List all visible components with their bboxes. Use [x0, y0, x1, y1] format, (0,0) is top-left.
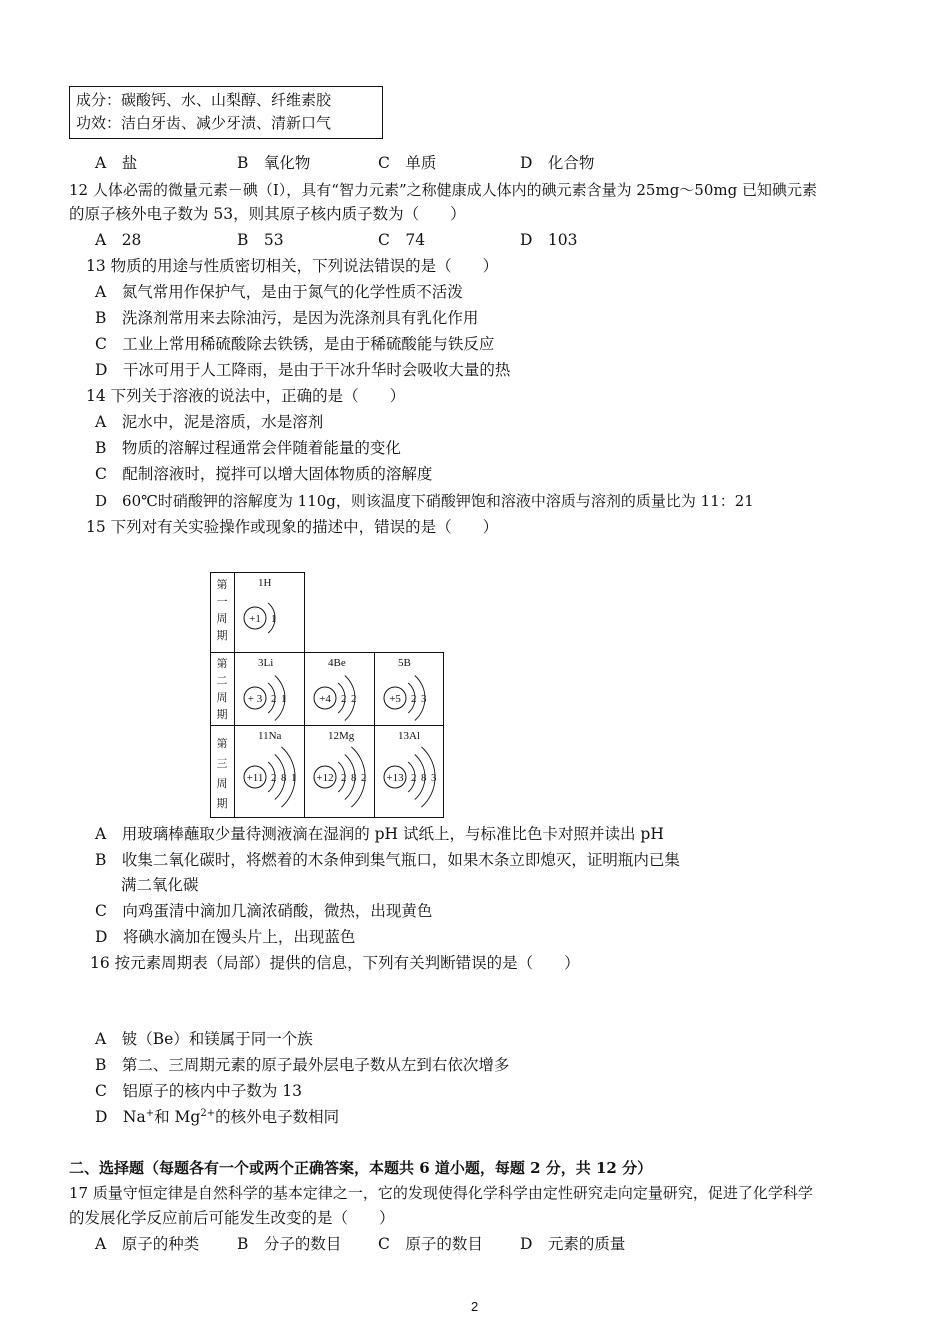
- q16-d-suffix: 的核外电子数相同: [215, 1108, 340, 1126]
- periodic-table-figure: [210, 572, 446, 822]
- q16-option-a: A 铍（Be）和镁属于同一个族: [95, 1030, 313, 1048]
- q12-stem-line1: 12 人体必需的微量元素－碘（I），具有“智力元素”之称健康成人体内的碘元素含量为 25mg～50mg 已知碘元素: [69, 181, 817, 199]
- ingredient-line: 成分：碳酸钙、水、山梨醇、纤维素胶: [76, 91, 332, 109]
- q14-option-a: A 泥水中，泥是溶质，水是溶剂: [95, 413, 324, 431]
- q17-option-b: B 分子的数目: [237, 1235, 342, 1253]
- shell-electron-count: 2: [411, 772, 417, 784]
- nucleus-charge: +12: [316, 772, 334, 784]
- element-symbol: 5B: [398, 657, 411, 669]
- shell-electron-count: 2: [351, 693, 357, 705]
- q15-option-c: C 向鸡蛋清中滴加几滴浓硝酸，微热，出现黄色: [95, 902, 433, 920]
- q15-option-d: D 将碘水滴加在馒头片上，出现蓝色: [95, 928, 356, 946]
- q16-stem: 16 按元素周期表（局部）提供的信息，下列有关判断错误的是（ ）: [90, 954, 580, 972]
- shell-electron-count: 8: [351, 772, 357, 784]
- nucleus-charge: +4: [319, 693, 331, 705]
- nucleus-charge: +13: [386, 772, 404, 784]
- q12-option-b: B 53: [237, 231, 284, 249]
- q13-option-b: B 洗涤剂常用来去除油污，是因为洗涤剂具有乳化作用: [95, 309, 479, 327]
- period-label-1: 第一周期: [216, 578, 228, 642]
- element-cell-11na: [244, 730, 297, 807]
- section-2-heading: 二、选择题（每题各有一个或两个正确答案，本题共 6 道小题，每题 2 分，共 12 分）: [69, 1159, 653, 1177]
- shell-electron-count: 2: [341, 693, 347, 705]
- q11-option-c: C 单质: [378, 154, 437, 172]
- shell-electron-count: 8: [281, 772, 287, 784]
- q15-option-b: B 收集二氧化碳时，将燃着的木条伸到集气瓶口，如果木条立即熄灭，证明瓶内已集: [95, 851, 680, 869]
- nucleus-charge: +5: [389, 693, 401, 705]
- element-cell-3li: [244, 657, 287, 721]
- element-cell-12mg: [314, 730, 367, 807]
- periodic-table-svg: [210, 572, 446, 822]
- mg-charge: 2+: [200, 1107, 216, 1119]
- shell-electron-count: 2: [271, 693, 277, 705]
- shell-electron-count: 1: [281, 693, 287, 705]
- q11-option-a: A 盐: [95, 154, 138, 172]
- q16-d-prefix: D Na: [95, 1108, 146, 1126]
- q14-option-c: C 配制溶液时，搅拌可以增大固体物质的溶解度: [95, 465, 433, 483]
- element-cell-5b: [384, 657, 427, 721]
- q17-option-a: A 原子的种类: [95, 1235, 200, 1253]
- element-symbol: 13Al: [398, 730, 420, 742]
- period-label-2: 第二周期: [216, 657, 228, 721]
- q11-option-d: D 化合物: [520, 154, 595, 172]
- element-cell-1h: [244, 577, 277, 633]
- shell-electron-count: 8: [421, 772, 427, 784]
- q16-option-d: [95, 1107, 339, 1127]
- ingredient-box: [69, 86, 383, 139]
- q14-option-b: B 物质的溶解过程通常会伴随着能量的变化: [95, 439, 401, 457]
- q16-d-mid: 和 Mg: [154, 1108, 201, 1126]
- q12-option-a: A 28: [95, 231, 142, 249]
- q13-option-a: A 氮气常用作保护气，是由于氮气的化学性质不活泼: [95, 283, 463, 301]
- q12-option-c: C 74: [378, 231, 426, 249]
- q14-stem: 14 下列关于溶液的说法中，正确的是（ ）: [86, 387, 406, 405]
- shell-electron-count: 3: [431, 772, 437, 784]
- q15-option-b-cont: 满二氧化碳: [121, 876, 199, 894]
- q12-stem-line2: 的原子核外电子数为 53，则其原子核内质子数为（ ）: [69, 205, 466, 223]
- q17-stem-line2: 的发展化学反应前后可能发生改变的是（ ）: [69, 1209, 395, 1227]
- shell-electron-count: 1: [271, 613, 277, 625]
- q17-option-c: C 原子的数目: [378, 1235, 483, 1253]
- period-label-3: 第三周期: [216, 737, 228, 810]
- nucleus-charge: + 3: [247, 693, 263, 705]
- element-symbol: 4Be: [328, 657, 346, 669]
- element-symbol: 3Li: [258, 657, 274, 669]
- q14-option-d: D 60℃时硝酸钾的溶解度为 110g，则该温度下硝酸钾饱和溶液中溶质与溶剂的质量比为 11：21: [95, 492, 754, 510]
- shell-electron-count: 2: [341, 772, 347, 784]
- element-cell-4be: [314, 657, 357, 721]
- shell-electron-count: 2: [361, 772, 367, 784]
- q17-stem-line1: 17 质量守恒定律是自然科学的基本定律之一，它的发现使得化学科学由定性研究走向定量研究，促进了化学科学: [69, 1184, 813, 1202]
- q15-option-a: A 用玻璃棒蘸取少量待测液滴在湿润的 pH 试纸上，与标准比色卡对照并读出 pH: [95, 825, 664, 843]
- nucleus-charge: +11: [246, 772, 264, 784]
- nucleus-charge: +1: [249, 613, 261, 625]
- effect-line: 功效：洁白牙齿、减少牙渍、清新口气: [76, 114, 332, 132]
- q12-option-d: D 103: [520, 231, 578, 249]
- q11-option-b: B 氧化物: [237, 154, 311, 172]
- q16-option-c: C 铝原子的核内中子数为 13: [95, 1082, 303, 1100]
- shell-electron-count: 1: [291, 772, 297, 784]
- q13-option-d: D 干冰可用于人工降雨，是由于干冰升华时会吸收大量的热: [95, 361, 511, 379]
- shell-electron-count: 2: [411, 693, 417, 705]
- shell-electron-count: 3: [421, 693, 427, 705]
- q17-option-d: D 元素的质量: [520, 1235, 626, 1253]
- element-symbol: 12Mg: [328, 730, 355, 742]
- shell-electron-count: 2: [271, 772, 277, 784]
- q15-stem: 15 下列对有关实验操作或现象的描述中，错误的是（ ）: [86, 518, 499, 536]
- element-cell-13al: [384, 730, 437, 807]
- element-symbol: 1H: [258, 577, 272, 589]
- na-charge: +: [145, 1107, 155, 1119]
- q16-option-b: B 第二、三周期元素的原子最外层电子数从左到右依次增多: [95, 1056, 510, 1074]
- q13-stem: 13 物质的用途与性质密切相关，下列说法错误的是（ ）: [86, 257, 499, 275]
- page-number: 2: [471, 1299, 479, 1314]
- element-symbol: 11Na: [258, 730, 282, 742]
- q13-option-c: C 工业上常用稀硫酸除去铁锈，是由于稀硫酸能与铁反应: [95, 335, 495, 353]
